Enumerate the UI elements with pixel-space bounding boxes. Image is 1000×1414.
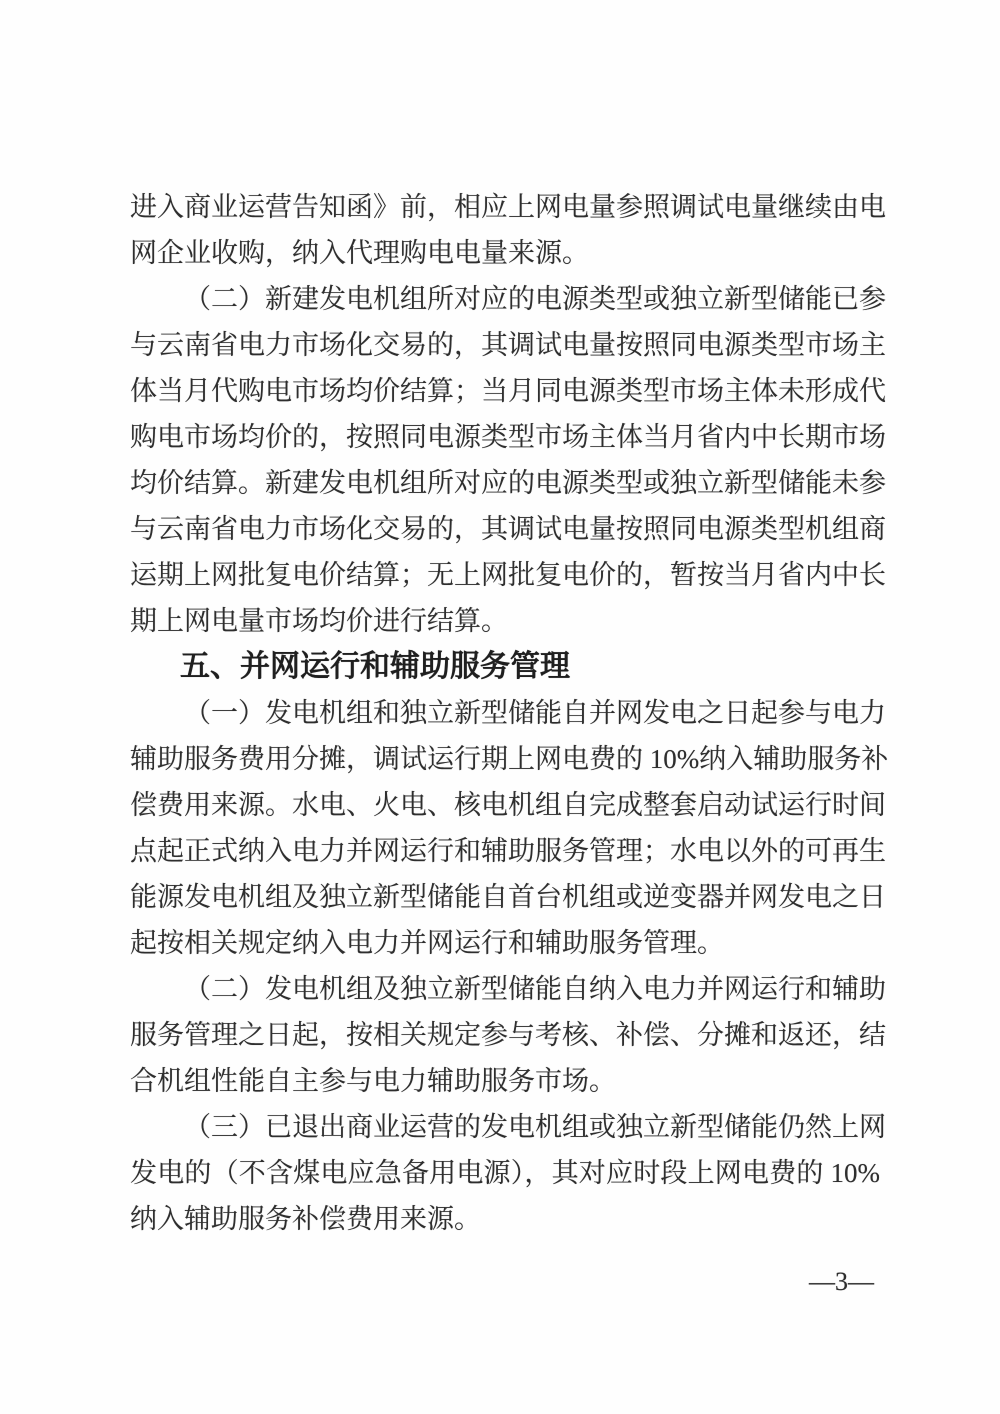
text-line: 购电市场均价的，按照同电源类型市场主体当月省内中长期市场 [130, 422, 886, 452]
paragraph [130, 1104, 886, 1242]
paragraph [130, 690, 889, 966]
text-line: 与云南省电力市场化交易的，其调试电量按照同电源类型市场主 [130, 330, 886, 360]
text-line: 发电的（不含煤电应急备用电源），其对应时段上网电费的 10% [130, 1158, 880, 1188]
text-line: （二）发电机组及独立新型储能自纳入电力并网运行和辅助 [184, 974, 886, 1004]
text-line: 与云南省电力市场化交易的，其调试电量按照同电源类型机组商 [130, 514, 886, 544]
text-line: 均价结算。新建发电机组所对应的电源类型或独立新型储能未参 [130, 468, 886, 498]
text-line: 服务管理之日起，按相关规定参与考核、补偿、分摊和返还，结 [130, 1020, 886, 1050]
document-body [130, 184, 889, 1242]
text-line: （三）已退出商业运营的发电机组或独立新型储能仍然上网 [184, 1112, 886, 1142]
page-number: —3— [809, 1267, 874, 1296]
section-heading [130, 644, 880, 690]
text-line: 辅助服务费用分摊，调试运行期上网电费的 10%纳入辅助服务补 [130, 744, 889, 774]
text-line: 起按相关规定纳入电力并网运行和辅助服务管理。 [130, 928, 724, 958]
text-line: （一）发电机组和独立新型储能自并网发电之日起参与电力 [184, 698, 886, 728]
text-line: 合机组性能自主参与电力辅助服务市场。 [130, 1066, 616, 1096]
text-line: 运期上网批复电价结算；无上网批复电价的，暂按当月省内中长 [130, 560, 886, 590]
paragraph [130, 276, 886, 644]
text-line: （二）新建发电机组所对应的电源类型或独立新型储能已参 [184, 284, 886, 314]
text-line: 纳入辅助服务补偿费用来源。 [130, 1204, 481, 1234]
paragraph [130, 184, 886, 276]
text-line: 体当月代购电市场均价结算；当月同电源类型市场主体未形成代 [130, 376, 886, 406]
text-line: 点起正式纳入电力并网运行和辅助服务管理；水电以外的可再生 [130, 836, 886, 866]
text-line: 偿费用来源。水电、火电、核电机组自完成整套启动试运行时间 [130, 790, 886, 820]
heading-line: 五、并网运行和辅助服务管理 [180, 650, 570, 683]
text-line: 网企业收购，纳入代理购电电量来源。 [130, 238, 589, 268]
text-line: 能源发电机组及独立新型储能自首台机组或逆变器并网发电之日 [130, 882, 886, 912]
text-line: 进入商业运营告知函》前，相应上网电量参照调试电量继续由电 [130, 192, 886, 222]
text-line: 期上网电量市场均价进行结算。 [130, 606, 508, 636]
paragraph [130, 966, 886, 1104]
